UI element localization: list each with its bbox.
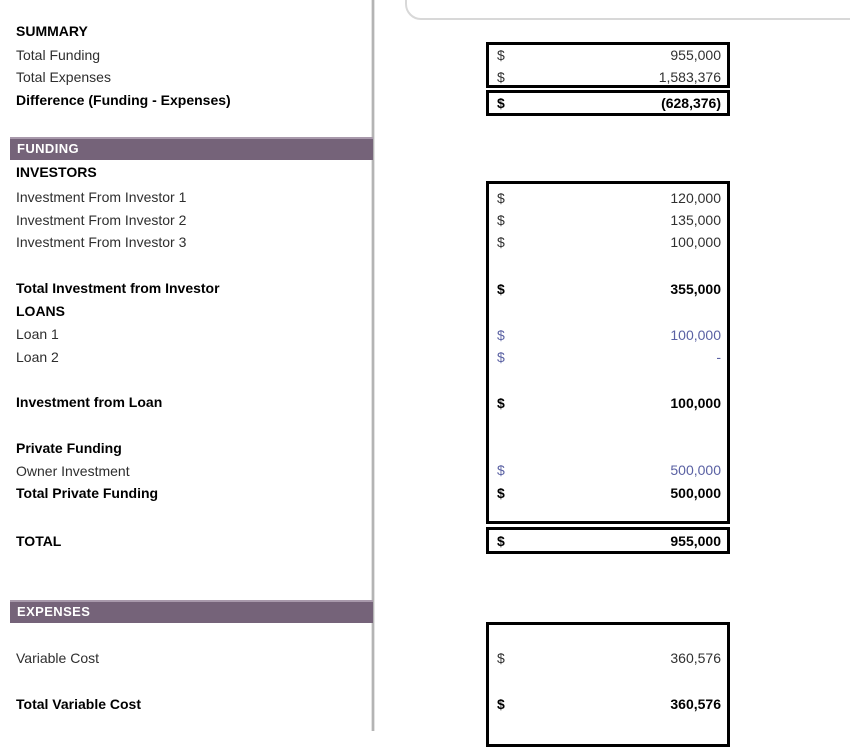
label-investors: INVESTORS (16, 164, 97, 180)
amount: 135,000 (670, 212, 721, 228)
currency-symbol: $ (497, 47, 505, 63)
label-investment-from-investor-2: Investment From Investor 2 (16, 212, 187, 228)
label-private-funding: Private Funding (16, 440, 122, 456)
amount: 360,576 (670, 696, 721, 712)
value-investor-2[interactable] (489, 210, 727, 230)
section-bar-expenses: EXPENSES (10, 600, 373, 623)
label-investment-from-investor-3: Investment From Investor 3 (16, 234, 187, 250)
amount: 500,000 (670, 485, 721, 501)
amount: 355,000 (670, 281, 721, 297)
value-difference[interactable] (489, 93, 727, 113)
label-total-variable-cost: Total Variable Cost (16, 696, 141, 712)
amount: 100,000 (670, 395, 721, 411)
label-investment-from-investor-1: Investment From Investor 1 (16, 189, 187, 205)
amount: 100,000 (670, 234, 721, 250)
summary-difference-box (486, 90, 730, 116)
rounded-panel-edge (405, 0, 850, 20)
expenses-values-box (486, 622, 730, 747)
currency-symbol: $ (497, 650, 505, 666)
value-investment-from-loan[interactable] (489, 393, 727, 413)
amount: - (716, 349, 721, 365)
value-loan-2[interactable] (489, 347, 727, 367)
value-funding-total[interactable] (489, 531, 727, 551)
label-summary: SUMMARY (16, 23, 88, 39)
label-loans: LOANS (16, 303, 65, 319)
value-total-variable-cost[interactable] (489, 694, 727, 714)
currency-symbol: $ (497, 281, 505, 297)
label-owner-investment: Owner Investment (16, 463, 130, 479)
label-difference: Difference (Funding - Expenses) (16, 92, 231, 108)
amount: 120,000 (670, 190, 721, 206)
value-total-funding[interactable] (489, 45, 727, 65)
amount: 955,000 (670, 47, 721, 63)
amount: 360,576 (670, 650, 721, 666)
currency-symbol: $ (497, 327, 505, 343)
currency-symbol: $ (497, 462, 505, 478)
amount: 500,000 (670, 462, 721, 478)
label-total: TOTAL (16, 533, 62, 549)
funding-total-box (486, 527, 730, 554)
currency-symbol: $ (497, 234, 505, 250)
value-total-investment-from-investor[interactable] (489, 279, 727, 299)
currency-symbol: $ (497, 190, 505, 206)
currency-symbol: $ (497, 95, 505, 111)
value-total-private-funding[interactable] (489, 483, 727, 503)
amount: 955,000 (670, 533, 721, 549)
currency-symbol: $ (497, 485, 505, 501)
label-investment-from-loan: Investment from Loan (16, 394, 163, 410)
amount: 100,000 (670, 327, 721, 343)
currency-symbol: $ (497, 349, 505, 365)
currency-symbol: $ (497, 395, 505, 411)
value-total-expenses[interactable] (489, 67, 727, 87)
value-loan-1[interactable] (489, 325, 727, 345)
label-total-funding: Total Funding (16, 47, 101, 63)
amount: 1,583,376 (658, 69, 721, 85)
label-variable-cost: Variable Cost (16, 650, 100, 666)
funding-values-box (486, 181, 730, 524)
section-bar-funding: FUNDING (10, 137, 373, 160)
value-investor-1[interactable] (489, 188, 727, 208)
summary-values-box (486, 42, 730, 88)
currency-symbol: $ (497, 69, 505, 85)
label-loan-2: Loan 2 (16, 349, 59, 365)
label-total-expenses: Total Expenses (16, 69, 111, 85)
currency-symbol: $ (497, 533, 505, 549)
label-total-private-funding: Total Private Funding (16, 485, 159, 501)
value-variable-cost[interactable] (489, 648, 727, 668)
currency-symbol: $ (497, 212, 505, 228)
label-loan-1: Loan 1 (16, 326, 59, 342)
currency-symbol: $ (497, 696, 505, 712)
label-total-investment-from-investor: Total Investment from Investor (16, 280, 220, 296)
value-owner-investment[interactable] (489, 460, 727, 480)
value-investor-3[interactable] (489, 232, 727, 252)
amount: (628,376) (661, 95, 721, 111)
